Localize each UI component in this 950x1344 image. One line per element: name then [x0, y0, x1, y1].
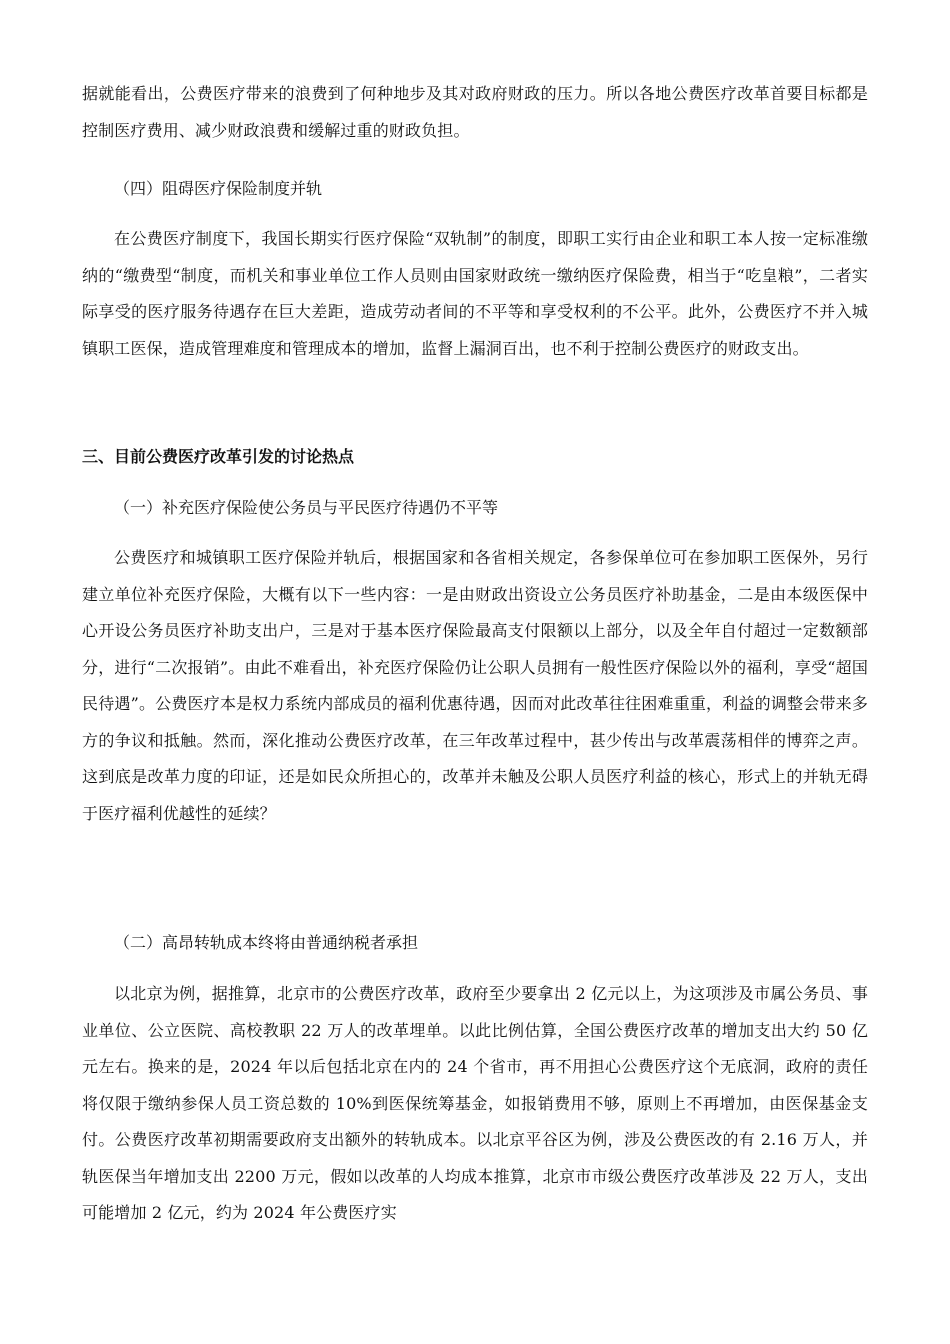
- subheading-supplementary-insurance: （一）补充医疗保险使公务员与平民医疗待遇仍不平等: [114, 498, 499, 517]
- subheading-obstruct-merger: （四）阻碍医疗保险制度并轨: [114, 179, 323, 198]
- paragraph-supplementary-insurance: 公费医疗和城镇职工医疗保险并轨后，根据国家和各省相关规定，各参保单位可在参加职工医保外，另行建立单位补充医疗保险，大概有以下一些内容：一是由财政出资设立公务员医疗补助基金，二是由本级医保中心开设公务员医疗补助支出户，三是对于基本医疗保险最高支付限额以上部分，以及全年自付超过一定数额部分，进行“二次报销”。由此不难看出，补充医疗保险仍让公职人员拥有一般性医疗保险以外的福利，享受“超国民待遇”。公费医疗本是权力系统内部成员的福利优惠待遇，因而对此改革往往困难重重，利益的调整会带来多方的争议和抵触。然而，深化推动公费医疗改革，在三年改革过程中，甚少传出与改革震荡相伴的博弈之声。这到底是改革力度的印证，还是如民众所担心的，改革并未触及公职人员医疗利益的核心，形式上的并轨无碍于医疗福利优越性的延续？: [82, 548, 868, 823]
- paragraph-fiscal-pressure: 据就能看出，公费医疗带来的浪费到了何种地步及其对政府财政的压力。所以各地公费医疗改革首要目标都是控制医疗费用、减少财政浪费和缓解过重的财政负担。: [82, 84, 868, 140]
- paragraph-dual-track-system: 在公费医疗制度下，我国长期实行医疗保险“双轨制”的制度，即职工实行由企业和职工本人按一定标准缴纳的“缴费型“制度，而机关和事业单位工作人员则由国家财政统一缴纳医疗保险费，相当于“吃皇粮”，二者实际享受的医疗服务待遇存在巨大差距，造成劳动者间的不平等和享受权利的不公平。此外，公费医疗不并入城镇职工医保，造成管理难度和管理成本的增加，监督上漏洞百出，也不利于控制公费医疗的财政支出。: [82, 229, 868, 358]
- section-heading-discussion-hotspots: 三、目前公费医疗改革引发的讨论热点: [82, 447, 355, 466]
- subheading-transition-cost: （二）高昂转轨成本终将由普通纳税者承担: [114, 933, 419, 952]
- paragraph-beijing-example: 以北京为例，据推算，北京市的公费医疗改革，政府至少要拿出 2 亿元以上，为这项涉及市属公务员、事业单位、公立医院、高校教职 22 万人的改革埋单。以此比例估算，全国公费医疗改革的增加支出大约 50 亿元左右。换来的是，2024 年以后包括北京在内的 24 个省市，再不用担心公费医疗这个无底洞，政府的责任将仅限于缴纳参保人员工资总数的 10%到医保统筹基金，如报销费用不够，原则上不再增加，由医保基金支付。公费医疗改革初期需要政府支出额外的转轨成本。以北京平谷区为例，涉及公费医改的有 2.16 万人，并轨医保当年增加支出 2200 万元，假如以改革的人均成本推算，北京市市级公费医疗改革涉及 22 万人，支出可能增加 2 亿元，约为 2024 年公费医疗实: [82, 984, 868, 1222]
